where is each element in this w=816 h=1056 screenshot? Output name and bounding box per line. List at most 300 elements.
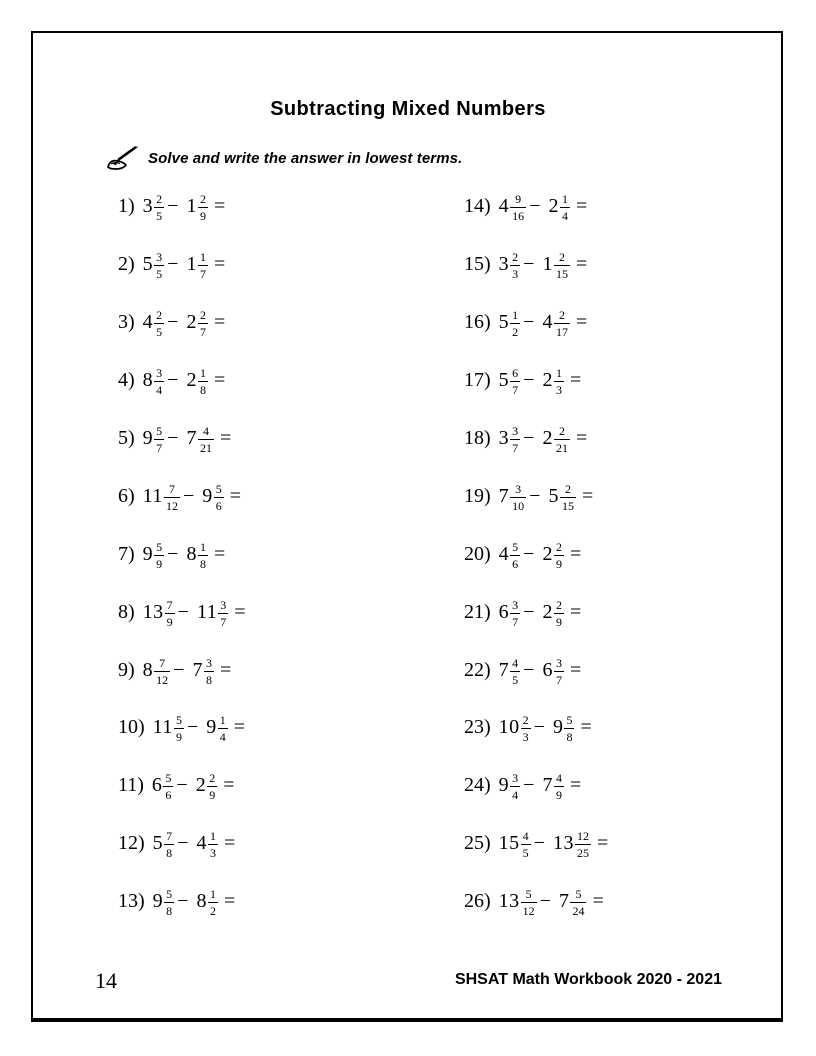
minuend-denominator: 12 <box>165 498 178 513</box>
minuend-denominator: 4 <box>156 383 163 398</box>
minuend-denominator: 12 <box>156 672 169 687</box>
equals-sign: = <box>219 427 232 449</box>
subtrahend-fraction <box>218 599 228 628</box>
problem-row <box>118 352 246 410</box>
subtrahend-whole: 2 <box>195 774 207 797</box>
subtrahend-whole: 7 <box>192 658 203 681</box>
equals-sign: = <box>213 253 226 276</box>
subtrahend-numerator: 3 <box>205 655 212 670</box>
problem-row <box>118 873 246 931</box>
minuend-numerator: 3 <box>512 597 519 612</box>
minus-sign: − <box>167 195 179 218</box>
minuend-whole: 9 <box>152 890 164 913</box>
minuend-whole: 10 <box>498 716 520 739</box>
problem-number: 8) <box>118 600 135 623</box>
problem-row <box>464 757 608 815</box>
problem-row <box>118 236 246 294</box>
subtrahend-whole: 2 <box>186 369 197 392</box>
subtrahend-whole: 9 <box>202 484 213 507</box>
problem-row <box>464 236 608 294</box>
minuend-numerator: 3 <box>156 250 163 265</box>
subtrahend-whole: 4 <box>196 832 207 855</box>
subtrahend-denominator: 7 <box>220 614 227 629</box>
problem-column-right <box>464 178 608 931</box>
equals-sign: = <box>575 253 588 276</box>
subtrahend-fraction <box>198 425 214 454</box>
minuend-whole: 3 <box>142 195 154 218</box>
subtrahend-numerator: 2 <box>558 424 565 438</box>
subtrahend-fraction <box>554 309 570 338</box>
minus-sign: − <box>523 427 535 449</box>
minuend-numerator: 5 <box>525 887 532 902</box>
subtrahend-numerator: 2 <box>199 308 206 323</box>
subtrahend-whole: 4 <box>542 311 553 334</box>
equals-sign: = <box>580 716 592 739</box>
minuend-fraction <box>510 367 520 396</box>
minuend-fraction <box>154 367 164 396</box>
problem-row <box>118 757 246 815</box>
problem-row <box>464 583 608 641</box>
subtrahend-numerator: 3 <box>555 655 562 670</box>
minuend-numerator: 7 <box>159 655 166 670</box>
equals-sign: = <box>575 311 588 334</box>
minuend-fraction <box>521 888 537 917</box>
problem-row <box>464 410 608 468</box>
minuend-fraction <box>510 599 520 628</box>
subtrahend-fraction <box>208 830 218 859</box>
minuend-fraction <box>154 541 164 570</box>
equals-sign: = <box>219 658 232 681</box>
subtrahend-denominator: 7 <box>555 672 562 687</box>
minuend-denominator: 2 <box>512 325 519 340</box>
equals-sign: = <box>213 195 226 218</box>
minuend-denominator: 7 <box>512 614 519 629</box>
problem-row <box>464 294 608 352</box>
problem-number: 1) <box>118 195 135 218</box>
subtrahend-denominator: 9 <box>199 209 206 224</box>
subtrahend-denominator: 8 <box>566 730 573 745</box>
minus-sign: − <box>173 658 185 681</box>
subtrahend-denominator: 7 <box>199 267 206 282</box>
subtrahend-numerator: 1 <box>199 366 206 381</box>
minuend-numerator: 3 <box>512 424 519 438</box>
problem-number: 19) <box>464 484 491 507</box>
subtrahend-denominator: 17 <box>555 325 568 340</box>
subtrahend-denominator: 15 <box>555 267 568 282</box>
minuend-fraction <box>521 830 531 859</box>
subtrahend-fraction <box>198 193 208 222</box>
subtrahend-denominator: 9 <box>555 556 562 571</box>
problem-number: 12) <box>118 832 145 855</box>
equals-sign: = <box>569 542 582 565</box>
subtrahend-whole: 9 <box>552 716 564 739</box>
subtrahend-numerator: 1 <box>209 829 216 844</box>
problem-number: 21) <box>464 600 491 623</box>
subtrahend-whole: 9 <box>206 716 217 739</box>
minus-sign: − <box>182 484 195 507</box>
subtrahend-whole: 1 <box>186 253 197 276</box>
page-number: 14 <box>95 968 117 993</box>
problem-number: 5) <box>118 427 135 449</box>
subtrahend-denominator: 24 <box>572 904 585 919</box>
minuend-numerator: 5 <box>156 424 163 438</box>
problem-row <box>464 467 608 525</box>
minus-sign: − <box>167 542 179 565</box>
minus-sign: − <box>167 369 179 392</box>
minuend-denominator: 3 <box>512 267 519 282</box>
minuend-fraction <box>521 714 531 743</box>
minuend-whole: 9 <box>498 774 510 797</box>
minuend-whole: 5 <box>498 311 510 334</box>
minus-sign: − <box>533 832 545 855</box>
equals-sign: = <box>223 832 236 855</box>
problem-number: 17) <box>464 369 491 392</box>
problem-number: 14) <box>464 195 491 218</box>
subtrahend-whole: 1 <box>186 195 197 218</box>
problem-row <box>464 178 608 236</box>
problem-row <box>464 525 608 583</box>
equals-sign: = <box>213 369 226 392</box>
problem-number: 25) <box>464 832 491 855</box>
minuend-numerator: 1 <box>512 308 519 323</box>
subtrahend-numerator: 1 <box>219 713 226 728</box>
subtrahend-denominator: 21 <box>555 441 568 455</box>
problem-row <box>118 525 246 583</box>
minuend-numerator: 4 <box>512 655 519 670</box>
subtrahend-denominator: 8 <box>205 672 212 687</box>
minuend-whole: 4 <box>498 542 510 565</box>
subtrahend-numerator: 4 <box>202 424 209 438</box>
minuend-whole: 6 <box>151 774 163 797</box>
subtrahend-whole: 5 <box>548 484 559 507</box>
subtrahend-denominator: 3 <box>555 383 562 398</box>
problem-number: 7) <box>118 542 135 565</box>
subtrahend-fraction <box>198 541 208 570</box>
minuend-whole: 8 <box>142 658 154 681</box>
minuend-whole: 4 <box>498 195 510 218</box>
problem-number: 10) <box>118 716 145 739</box>
minuend-denominator: 10 <box>512 498 525 513</box>
minuend-whole: 13 <box>498 890 520 913</box>
subtrahend-whole: 7 <box>542 774 553 797</box>
minus-sign: − <box>167 253 179 276</box>
minuend-whole: 9 <box>142 427 154 449</box>
subtrahend-fraction <box>207 772 217 801</box>
subtrahend-denominator: 25 <box>576 846 589 861</box>
minuend-denominator: 7 <box>156 441 163 455</box>
subtrahend-fraction <box>554 541 564 570</box>
minuend-denominator: 9 <box>156 556 163 571</box>
subtrahend-denominator: 15 <box>561 498 574 513</box>
minuend-numerator: 4 <box>522 829 529 844</box>
minuend-whole: 11 <box>142 484 163 507</box>
minuend-whole: 5 <box>152 832 164 855</box>
problem-number: 15) <box>464 253 491 276</box>
minus-sign: − <box>167 311 179 334</box>
equals-sign: = <box>234 600 246 623</box>
minuend-whole: 5 <box>498 369 510 392</box>
subtrahend-whole: 2 <box>542 427 553 449</box>
subtrahend-fraction <box>218 714 228 743</box>
subtrahend-fraction <box>198 309 208 338</box>
minuend-fraction <box>163 772 173 801</box>
minuend-whole: 7 <box>498 484 510 507</box>
equals-sign: = <box>569 369 582 392</box>
minuend-numerator: 7 <box>168 481 175 496</box>
writing-hand-icon <box>105 144 139 172</box>
equals-sign: = <box>233 716 245 739</box>
problem-column-left <box>118 178 246 931</box>
minuend-numerator: 5 <box>165 771 172 786</box>
subtrahend-whole: 13 <box>552 832 574 855</box>
minus-sign: − <box>523 369 535 392</box>
subtrahend-numerator: 2 <box>209 771 216 786</box>
problem-number: 16) <box>464 311 491 334</box>
equals-sign: = <box>213 311 226 334</box>
minus-sign: − <box>523 600 535 623</box>
problem-row <box>118 410 246 468</box>
equals-sign: = <box>213 542 226 565</box>
problem-row <box>118 294 246 352</box>
subtrahend-numerator: 2 <box>558 308 565 323</box>
problem-row <box>464 873 608 931</box>
equals-sign: = <box>229 484 241 507</box>
problem-number: 23) <box>464 716 491 739</box>
problem-number: 22) <box>464 658 491 681</box>
minuend-fraction <box>510 193 526 222</box>
subtrahend-numerator: 2 <box>199 192 206 207</box>
minuend-whole: 7 <box>498 658 510 681</box>
problem-row <box>464 815 608 873</box>
footer-text: SHSAT Math Workbook 2020 - 2021 <box>454 971 722 988</box>
minuend-numerator: 5 <box>166 887 173 902</box>
problem-row <box>118 178 246 236</box>
subtrahend-whole: 2 <box>186 311 197 334</box>
minuend-numerator: 2 <box>156 192 163 207</box>
subtrahend-numerator: 2 <box>564 481 571 496</box>
subtrahend-fraction <box>560 483 576 512</box>
problem-number: 9) <box>118 658 135 681</box>
subtrahend-denominator: 8 <box>199 383 206 398</box>
minuend-denominator: 7 <box>512 441 519 455</box>
minuend-denominator: 3 <box>522 730 529 745</box>
minuend-whole: 9 <box>142 542 154 565</box>
minuend-numerator: 9 <box>515 192 522 207</box>
minuend-numerator: 2 <box>156 308 163 323</box>
minus-sign: − <box>523 658 535 681</box>
subtrahend-numerator: 1 <box>561 192 568 207</box>
minuend-fraction <box>510 309 520 338</box>
minus-sign: − <box>167 427 179 449</box>
subtrahend-denominator: 6 <box>215 498 222 513</box>
subtrahend-fraction <box>570 888 586 917</box>
minus-sign: − <box>523 253 535 276</box>
minuend-fraction <box>510 251 520 280</box>
minuend-numerator: 2 <box>512 250 519 265</box>
minuend-fraction <box>510 772 520 801</box>
instruction-text: Solve and write the answer in lowest terms. <box>148 149 463 167</box>
subtrahend-fraction <box>575 830 591 859</box>
equals-sign: = <box>223 774 235 797</box>
minus-sign: − <box>529 195 541 218</box>
minuend-fraction <box>164 830 174 859</box>
minuend-numerator: 7 <box>166 597 173 612</box>
equals-sign: = <box>223 890 236 913</box>
subtrahend-fraction <box>204 657 214 686</box>
minuend-whole: 11 <box>152 716 173 739</box>
minuend-numerator: 5 <box>175 713 182 728</box>
minuend-whole: 13 <box>142 600 164 623</box>
minuend-denominator: 6 <box>512 556 519 571</box>
subtrahend-denominator: 3 <box>209 846 216 861</box>
subtrahend-numerator: 3 <box>220 597 227 612</box>
problem-number: 11) <box>118 774 144 797</box>
subtrahend-whole: 11 <box>196 600 218 623</box>
problem-row <box>118 815 246 873</box>
instruction-line <box>105 144 462 172</box>
subtrahend-numerator: 2 <box>555 539 562 554</box>
equals-sign: = <box>569 658 582 681</box>
subtrahend-fraction <box>214 483 224 512</box>
minus-sign: − <box>186 716 199 739</box>
minuend-numerator: 3 <box>515 481 522 496</box>
minuend-fraction <box>510 541 520 570</box>
subtrahend-numerator: 1 <box>199 250 206 265</box>
subtrahend-fraction <box>554 251 570 280</box>
minuend-denominator: 6 <box>165 788 172 803</box>
minuend-fraction <box>165 599 175 628</box>
subtrahend-denominator: 4 <box>561 209 568 224</box>
minus-sign: − <box>523 542 535 565</box>
subtrahend-denominator: 7 <box>199 325 206 340</box>
subtrahend-whole: 2 <box>542 369 553 392</box>
subtrahend-whole: 8 <box>186 542 197 565</box>
problem-number: 26) <box>464 890 491 913</box>
minuend-denominator: 16 <box>512 209 525 224</box>
minuend-denominator: 4 <box>512 788 519 803</box>
problem-number: 2) <box>118 253 135 276</box>
minuend-whole: 5 <box>142 253 154 276</box>
problem-row <box>464 699 608 757</box>
subtrahend-whole: 7 <box>186 427 197 449</box>
minuend-numerator: 5 <box>512 539 519 554</box>
minus-sign: − <box>533 716 545 739</box>
subtrahend-numerator: 5 <box>566 713 573 728</box>
minuend-denominator: 5 <box>156 325 163 340</box>
equals-sign: = <box>569 774 582 797</box>
minuend-denominator: 8 <box>166 846 173 861</box>
minus-sign: − <box>177 890 189 913</box>
problem-number: 3) <box>118 311 135 334</box>
problem-number: 6) <box>118 484 135 507</box>
subtrahend-fraction <box>554 599 564 628</box>
minuend-numerator: 5 <box>156 539 163 554</box>
subtrahend-numerator: 2 <box>558 250 565 265</box>
equals-sign: = <box>575 195 588 218</box>
minuend-fraction <box>154 251 164 280</box>
minus-sign: − <box>539 890 551 913</box>
minuend-numerator: 3 <box>512 771 519 786</box>
problem-row <box>118 641 246 699</box>
minuend-fraction <box>174 714 184 743</box>
subtrahend-numerator: 2 <box>555 597 562 612</box>
minuend-whole: 4 <box>142 311 154 334</box>
minuend-whole: 6 <box>498 600 510 623</box>
minuend-fraction <box>154 657 170 686</box>
problem-row <box>118 699 246 757</box>
subtrahend-denominator: 9 <box>555 788 562 803</box>
equals-sign: = <box>581 484 594 507</box>
subtrahend-numerator: 5 <box>575 887 582 902</box>
problem-row <box>118 467 246 525</box>
equals-sign: = <box>596 832 609 855</box>
minuend-denominator: 5 <box>156 267 163 282</box>
minuend-fraction <box>510 657 520 686</box>
minus-sign: − <box>529 484 541 507</box>
minuend-numerator: 6 <box>512 366 519 381</box>
problem-number: 24) <box>464 774 491 797</box>
subtrahend-whole: 7 <box>558 890 570 913</box>
subtrahend-denominator: 8 <box>199 556 206 571</box>
page-title: Subtracting Mixed Numbers <box>270 98 546 120</box>
subtrahend-numerator: 1 <box>199 539 206 554</box>
minuend-whole: 15 <box>498 832 520 855</box>
minuend-fraction <box>154 309 164 338</box>
subtrahend-numerator: 1 <box>209 887 216 902</box>
minuend-denominator: 8 <box>166 904 173 919</box>
subtrahend-fraction <box>554 772 564 801</box>
subtrahend-denominator: 21 <box>199 441 212 455</box>
minuend-numerator: 2 <box>522 713 529 728</box>
minuend-denominator: 9 <box>166 614 173 629</box>
minuend-fraction <box>154 425 164 454</box>
subtrahend-fraction <box>560 193 570 222</box>
minuend-fraction <box>164 888 174 917</box>
minuend-whole: 8 <box>142 369 154 392</box>
problem-number: 20) <box>464 542 491 565</box>
subtrahend-fraction <box>564 714 574 743</box>
problem-number: 13) <box>118 890 145 913</box>
minuend-fraction <box>510 425 520 454</box>
minus-sign: − <box>523 774 535 797</box>
subtrahend-whole: 8 <box>196 890 207 913</box>
problem-row <box>464 641 608 699</box>
subtrahend-numerator: 12 <box>576 829 589 844</box>
subtrahend-fraction <box>208 888 218 917</box>
minuend-fraction <box>164 483 180 512</box>
subtrahend-denominator: 9 <box>555 614 562 629</box>
subtrahend-numerator: 1 <box>555 366 562 381</box>
subtrahend-denominator: 2 <box>209 904 216 919</box>
minuend-numerator: 7 <box>166 829 173 844</box>
subtrahend-denominator: 4 <box>219 730 226 745</box>
problem-number: 4) <box>118 369 135 392</box>
subtrahend-fraction <box>554 657 564 686</box>
subtrahend-fraction <box>198 251 208 280</box>
minuend-fraction <box>510 483 526 512</box>
subtrahend-fraction <box>554 367 564 396</box>
problem-row <box>118 583 246 641</box>
minuend-whole: 3 <box>498 253 510 276</box>
minuend-denominator: 5 <box>512 672 519 687</box>
minuend-numerator: 3 <box>156 366 163 381</box>
minus-sign: − <box>177 832 189 855</box>
minuend-denominator: 7 <box>512 383 519 398</box>
minuend-denominator: 5 <box>522 846 529 861</box>
subtrahend-denominator: 9 <box>209 788 216 803</box>
subtrahend-numerator: 4 <box>555 771 562 786</box>
minuend-denominator: 9 <box>175 730 182 745</box>
